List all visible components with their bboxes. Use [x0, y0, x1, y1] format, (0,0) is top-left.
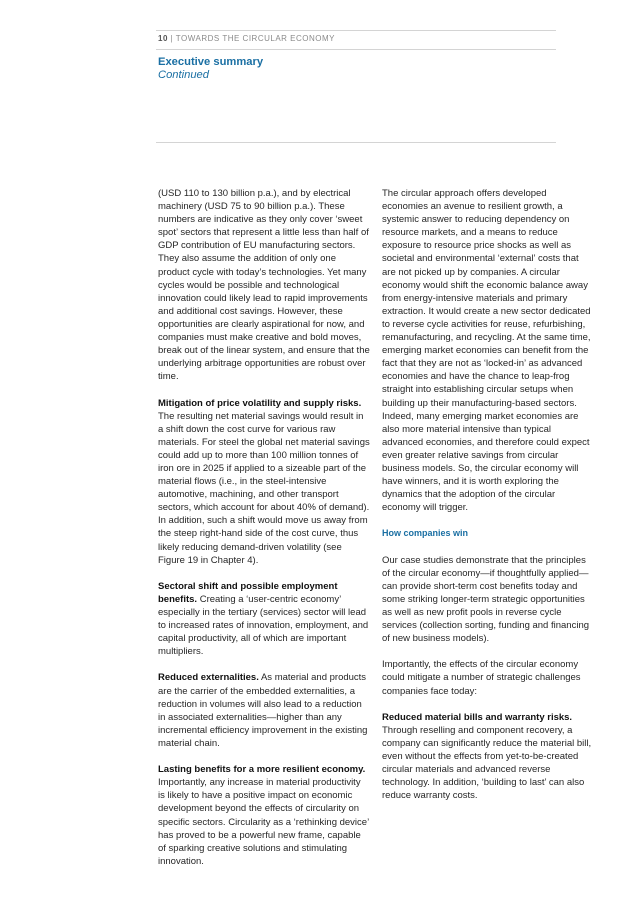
paragraph-lead: Mitigation of price volatility and supply risks. [158, 397, 362, 409]
paragraph: Lasting benefits for a more resilient economy. Importantly, any increase in material productivity is likely to have a positive impact on economic development beyond the effects of circularity on specific sectors. Circularity as a ‘rethinking device’ has proved to be a powerful new frame, capable of sparking creative solutions and stimulating innovation. [158, 764, 369, 867]
paragraph: Reduced material bills and warranty risks. Through reselling and component recovery, a company can significantly reduce the material bill, even without the effects from yet-to-be-created circular materials and advanced reverse technology. In addition, ‘building to last’ can also reduce warranty costs. [382, 711, 592, 802]
page-number: 10 [158, 34, 168, 43]
paragraph: The circular approach offers developed economies an avenue to resilient growth, a systemic answer to reducing dependency on resource markets, and a means to reduce exposure to resource price shocks as well as societal and environmental ‘external’ costs that are not picked up by companies. A circular economy would shift the economic balance away from energy-intensive materials and primary extraction. It would create a new sector dedicated to reverse cycle activities for reuse, refurbishing, remanufacturing, and recycling. At the same time, emerging market economies can benefit from the fact that they are not as ‘locked-in’ as advanced economies and have the chance to leap-frog straight into establishing circular setups when building up their manufacturing-based sectors. Indeed, many emerging market economies are also more material intensive than typical advanced economies, and therefore could expect even greater relative savings from circular business models. So, the circular economy will have winners, and it is worth exploring the dynamics that the adoption of the circular economy will trigger. [382, 188, 591, 514]
paragraph: Sectoral shift and possible employment benefits. Creating a ‘user-centric economy’ especially in the tertiary (services) sector will lead to increased rates of innovation, employment, and capital productivity, all of which are important multipliers. [158, 580, 369, 658]
right-column [382, 187, 594, 816]
paragraph: Our case studies demonstrate that the principles of the circular economy—if thoughtfully applied—can provide short-term cost benefits today and some striking longer-term strategic opportunities as well as new profit pools in reverse cycle services (collection sorting, funding and financing of new business models). [382, 554, 590, 645]
header-bottom-rule [156, 49, 556, 50]
subheading-how-companies-win: How companies win [382, 528, 469, 539]
paragraph-lead: Lasting benefits for a more resilient economy. [158, 764, 366, 776]
paragraph-lead: Sectoral shift and possible employment benefits. [158, 580, 338, 605]
paragraph-lead: Reduced externalities. [158, 672, 259, 684]
section-subtitle: Continued [158, 69, 210, 81]
section-title: Executive summary [158, 56, 264, 68]
content-top-rule [156, 142, 556, 143]
paragraph: Importantly, the effects of the circular economy could mitigate a number of strategic challenges companies face today: [382, 659, 581, 697]
header-top-rule [156, 30, 556, 31]
left-column [158, 187, 370, 881]
paragraph: Mitigation of price volatility and supply risks. The resulting net material savings would result in a shift down the cost curve for various raw materials. For steel the global net material savings could add up to more than 100 million tonnes of iron ore in 2025 if applied to a sizeable part of the material flows (i.e., in the steel-intensive automotive, machining, and other transport sectors, which account for about 40% of demand). In addition, such a shift would move us away from the steep right-hand side of the cost curve, thus likely reducing demand-driven volatility (see Figure 19 in Chapter 4). [158, 397, 370, 566]
running-title: TOWARDS THE CIRCULAR ECONOMY [175, 34, 335, 43]
paragraph-lead: Reduced material bills and warranty risks. [382, 711, 573, 723]
paragraph: (USD 110 to 130 billion p.a.), and by electrical machinery (USD 75 to 90 billion p.a.). These numbers are indicative as they only cover ‘sweet spot’ sectors that represent a little less than half of GDP contribution of EU manufacturing sectors. They also assume the addition of only one product cycle with today’s technologies. Yet many cycles would be possible and technological innovation could likely lead to rapid improvements and additional cost savings. However, these opportunities are clearly aspirational for now, and companies must make creative and bold moves, break out of the linear system, and ensure that the underlying arbitrage opportunities are robust over time. [158, 188, 370, 383]
running-header [158, 34, 335, 43]
paragraph: Reduced externalities. As material and products are the carrier of the embedded externalities, a reduction in volumes will also lead to a reduction in associated externalities—higher than any incremental efficiency improvement in the existing material chain. [158, 672, 368, 749]
header-separator: | [170, 34, 174, 43]
